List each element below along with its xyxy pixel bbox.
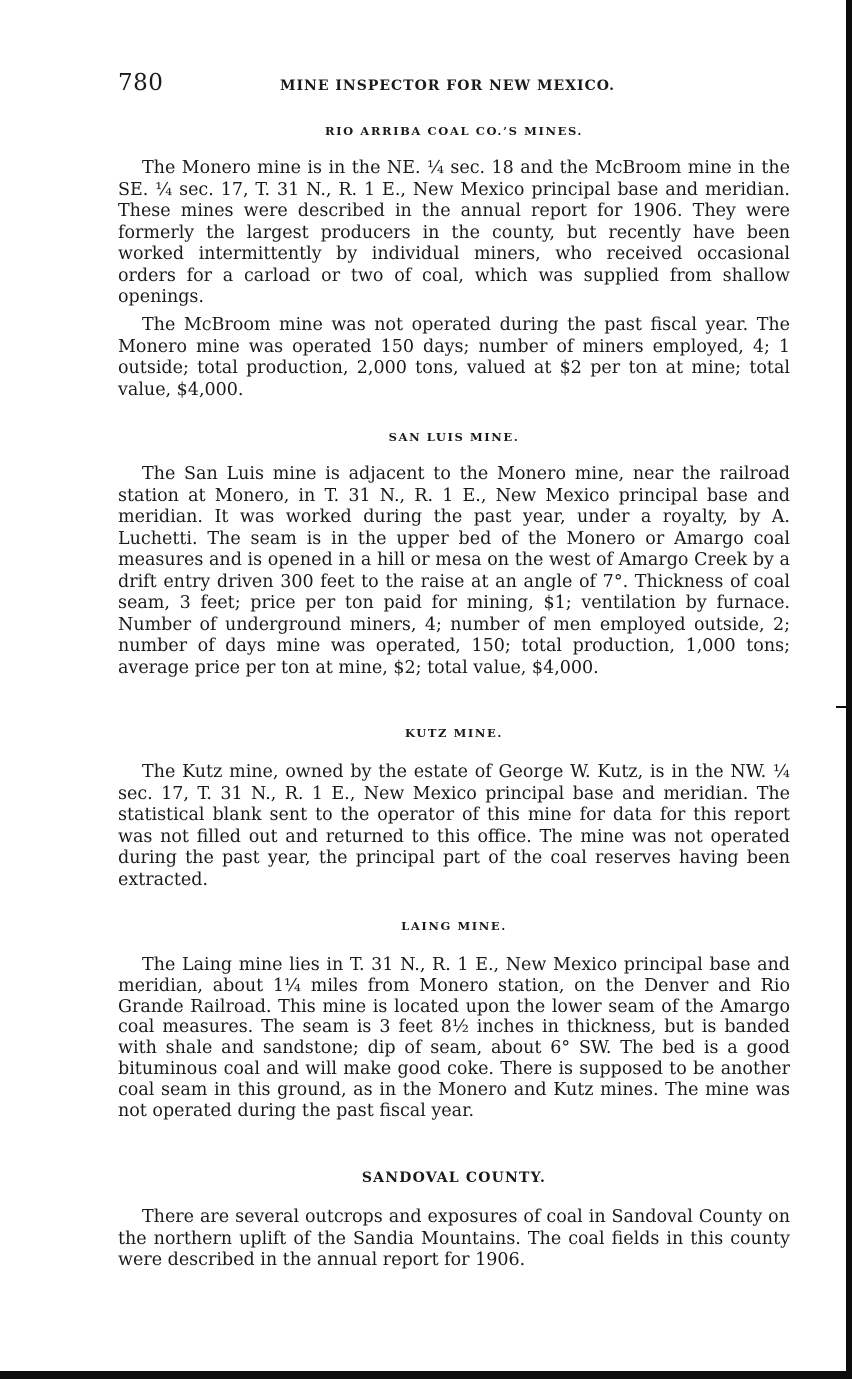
page-edge (846, 0, 852, 1379)
page-number: 780 (118, 70, 164, 96)
section-heading-kutz: KUTZ MINE. (405, 726, 503, 740)
paragraph-kutz-1: The Kutz mine, owned by the estate of George W. Kutz, is in the NW. ¼ sec. 17, T. 31 N., R. 1 E., New Mexico principal base and meridian. The statistical blank sent to the operator of this mine for data for this report was not filled out and returned to this office. The mine was not operated during the past year, the principal part of the coal reserves having been extracted. (118, 762, 790, 890)
running-title: MINE INSPECTOR FOR NEW MEXICO. (280, 78, 615, 94)
section-heading-rio-arriba: RIO ARRIBA COAL CO.’S MINES. (324, 124, 584, 138)
section-heading-san-luis: SAN LUIS MINE. (388, 430, 520, 444)
page-bottom-edge (0, 1371, 852, 1379)
running-head (118, 70, 790, 100)
paragraph-laing-1: The Laing mine lies in T. 31 N., R. 1 E., New Mexico principal base and meridian, about 1¼ miles from Monero station, on the Denver and Rio Grande Railroad. This mine is located upon the lower seam of the Amargo coal measures. The seam is 3 feet 8½ inches in thickness, but is banded with shale and sandstone; dip of seam, about 6° SW. The bed is a good bituminous coal and will make good coke. There is supposed to be another coal seam in this ground, as in the Monero and Kutz mines. The mine was not operated during the past fiscal year. (118, 955, 790, 1121)
paragraph-rio-arriba-1: The Monero mine is in the NE. ¼ sec. 18 and the McBroom mine in the SE. ¼ sec. 17, T. 31 N., R. 1 E., New Mexico principal base and meridian. These mines were described in the annual report for 1906. They were formerly the largest producers in the county, but recently have been worked intermittently by individual miners, who received occasional orders for a carload or two of coal, which was supplied from shallow openings. (118, 158, 790, 307)
paragraph-san-luis-1: The San Luis mine is adjacent to the Monero mine, near the railroad station at Monero, in T. 31 N., R. 1 E., New Mexico principal base and meridian. It was worked during the past year, under a royalty, by A. Luchetti. The seam is in the upper bed of the Monero or Amargo coal measures and is opened in a hill or mesa on the west of Amargo Creek by a drift entry driven 300 feet to the raise at an angle of 7°. Thickness of coal seam, 3 feet; price per ton paid for mining, $1; ventilation by furnace. Number of underground miners, 4; number of men employed outside, 2; number of days mine was operated, 150; total production, 1,000 tons; average price per ton at mine, $2; total value, $4,000. (118, 464, 790, 678)
paragraph-sandoval-1: There are several outcrops and exposures of coal in Sandoval County on the northern uplift of the Sandia Mountains. The coal fields in this county were described in the annual report for 1906. (118, 1207, 790, 1270)
section-heading-sandoval: SANDOVAL COUNTY. (361, 1170, 547, 1186)
paragraph-rio-arriba-2: The McBroom mine was not operated during the past fiscal year. The Monero mine was operated 150 days; number of miners employed, 4; 1 outside; total production, 2,000 tons, valued at $2 per ton at mine; total value, $4,000. (118, 315, 790, 400)
section-heading-laing: LAING MINE. (401, 919, 507, 933)
page-edge-notch (836, 706, 846, 708)
